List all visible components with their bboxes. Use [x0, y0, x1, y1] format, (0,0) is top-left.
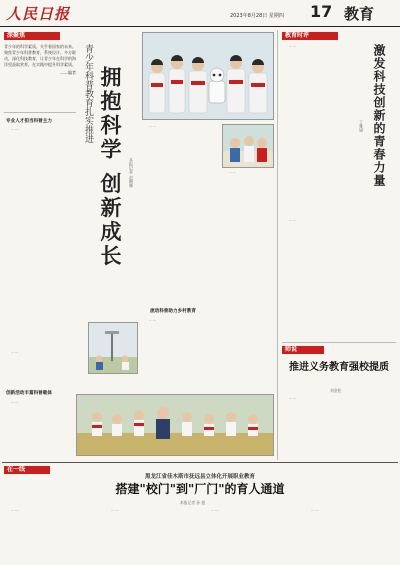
column-title: 激发科技创新的青春力量	[372, 44, 386, 187]
page-header	[0, 0, 400, 27]
bottom-body-col-3: ……	[211, 508, 219, 512]
feature-intro-sign: ——编者	[60, 70, 76, 75]
bottom-tag: 在一线	[4, 466, 50, 474]
page-label	[310, 2, 398, 22]
feature-photo-experiment	[222, 124, 274, 168]
page-number: 17	[310, 2, 333, 21]
feature-photo-field	[76, 394, 274, 456]
feature-body-col-3: ……	[229, 170, 237, 174]
feature-body-col-4: ……	[149, 318, 157, 322]
feature-subhead-2: 创新活动丰富科普载体	[6, 391, 52, 396]
newspaper-logo: 人民日报	[6, 5, 71, 23]
bottom-headline: 搭建"校门"到"厂门"的育人通道	[115, 482, 285, 496]
feature-intro	[4, 44, 76, 108]
feature-body-col-6: ……	[11, 400, 19, 404]
commentary-title: 推进义务教育强校提质	[289, 362, 389, 373]
feature-subhead-3: 流动科普助力乡村教育	[150, 309, 196, 314]
field-trip-illustration	[77, 395, 273, 455]
feature-byline: 本报记者 赵婀娜	[129, 158, 134, 188]
feature-subhead-1: 专业人才担当科普主力	[6, 119, 52, 124]
bottom-body-col-2: ……	[111, 508, 119, 512]
commentary-body: ……	[289, 396, 297, 400]
bottom-body-col-4: ……	[311, 508, 319, 512]
feature-body-col-1: ……	[11, 127, 19, 131]
feature-subtitle: 青少年科普教育扎实推进	[83, 44, 93, 143]
column-body-col-2: ……	[289, 218, 297, 222]
bottom-divider	[2, 462, 398, 463]
column-body-col-1: ……	[289, 44, 297, 48]
commentary-author: 刘金松	[330, 388, 342, 393]
feature-photo-students	[142, 32, 274, 120]
issue-date: 2023年8月28日 星期四	[230, 13, 284, 19]
students-illustration	[143, 33, 273, 119]
bottom-body-col-1: ……	[11, 508, 19, 512]
feature-tag: 深聚焦	[4, 32, 60, 40]
divider	[4, 112, 76, 113]
bottom-kicker: 黑龙江省佳木斯市抚远县立体化开展职业教育	[144, 474, 255, 480]
feature-body-col-5: ……	[11, 350, 19, 354]
feature-title: 拥抱科学 创新成长	[98, 66, 123, 269]
commentary-tag: 师说	[282, 346, 324, 354]
experiment-illustration	[223, 125, 273, 167]
section-name: 教育	[344, 5, 375, 23]
bottom-byline: 本报记者 孙 超	[180, 500, 206, 505]
divider	[282, 342, 396, 343]
feature-intro-text: 青少年的科学素质，关乎着国家的未来。聚焦青少年科普教育，系统设计、多方联动，深化科技教育，让青少年在科学的海洋里汲取营养，在实践中提升科学素质。	[4, 44, 76, 67]
feature-body-col-2: ……	[149, 124, 157, 128]
column-divider	[277, 30, 278, 460]
column-tag: 教育时评	[282, 32, 338, 40]
column-author: 丁雅诵	[359, 120, 364, 132]
